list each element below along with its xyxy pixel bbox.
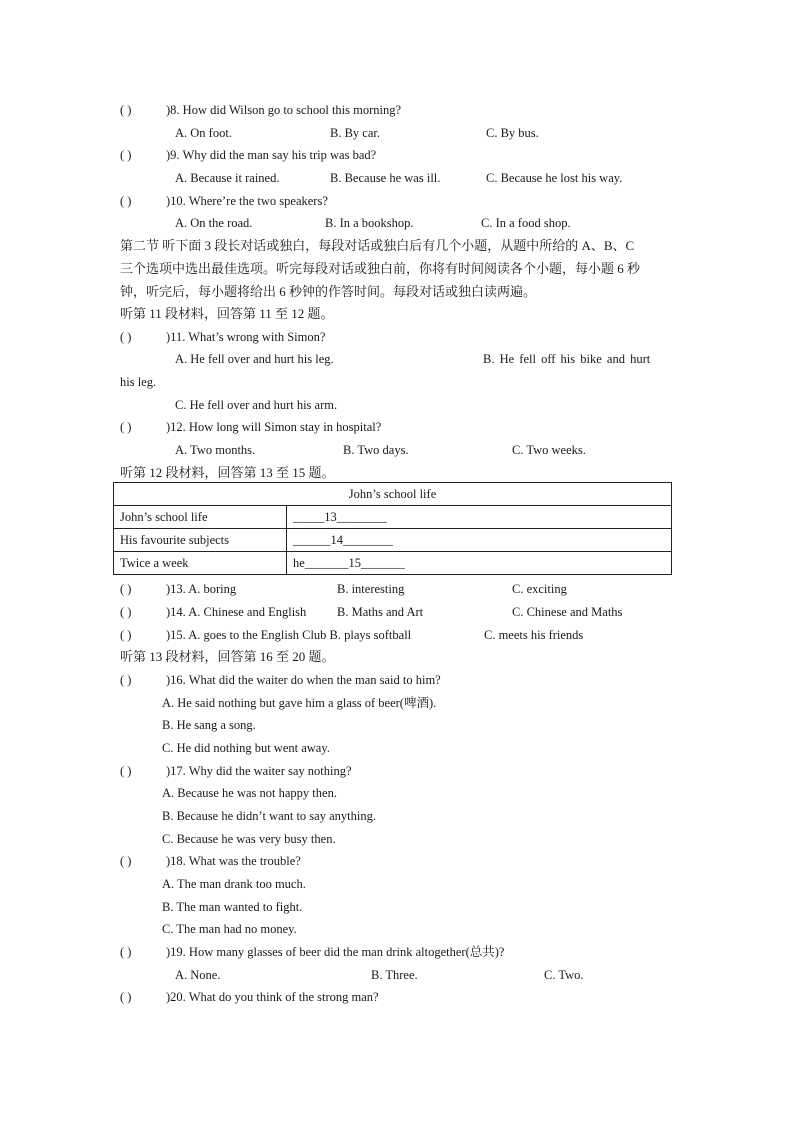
option: C. By bus. [486,126,539,140]
question-text: A. goes to the English Club B. plays softball [188,628,412,642]
option: C. Because he was very busy then. [162,832,336,846]
question-10: ( ) )10. Where’re the two speakers? [120,194,328,208]
question-number: 15 [170,628,183,642]
answer-paren: ( ) [120,764,132,778]
question-text: What do you think of the strong man? [188,990,379,1004]
school-life-table [113,482,672,575]
section-instructions-line2: 三个选项中选出最佳选项。听完每段对话或独白前，你将有时间阅读各个小题，每小题 6 秒 [120,261,641,276]
option: B. Three. [371,968,418,982]
option: A. Because it rained. [175,171,280,185]
answer-paren: ( ) [120,420,132,434]
table-row-blank: _____13________ [287,506,672,529]
option: B. Two days. [343,443,409,457]
answer-paren: ( ) [120,194,132,208]
answer-paren: ( ) [120,990,132,1004]
question-text: Why did the waiter say nothing? [188,764,352,778]
answer-paren: ( ) [120,582,132,596]
option: C. Two. [544,968,584,982]
option: A. He said nothing but gave him a glass of beer(啤酒). [162,696,437,710]
option: A. He fell over and hurt his leg. [175,352,334,366]
question-number: 8 [170,103,177,117]
question-number: 17 [170,764,183,778]
answer-paren: ( ) [120,854,132,868]
answer-paren: ( ) [120,605,132,619]
question-number: 10 [170,194,183,208]
option: C. In a food shop. [481,216,571,230]
question-12: ( ) )12. How long will Simon stay in hospital? [120,420,382,434]
question-16: ( ) )16. What did the waiter do when the man said to him? [120,673,441,687]
question-text: How many glasses of beer did the man drink altogether(总共)? [188,945,505,959]
answer-paren: ( ) [120,945,132,959]
question-8: ( ) )8. How did Wilson go to school this morning? [120,103,402,117]
option: B. He sang a song. [162,718,256,732]
table-row-label: His favourite subjects [114,529,287,552]
option: A. Because he was not happy then. [162,786,337,800]
question-15: ( ) )15. A. goes to the English Club B. plays softball [120,628,412,642]
option: B. interesting [337,582,405,596]
option: B. The man wanted to fight. [162,900,303,914]
question-text: What’s wrong with Simon? [188,330,326,344]
question-20: ( ) )20. What do you think of the strong man? [120,990,379,1004]
question-text: A. Chinese and English [188,605,307,619]
answer-paren: ( ) [120,330,132,344]
question-11: ( ) )11. What’s wrong with Simon? [120,330,326,344]
answer-paren: ( ) [120,673,132,687]
question-text: A. boring [188,582,237,596]
table-row [114,529,672,552]
table-row [114,552,672,575]
table-row-blank: ______14________ [287,529,672,552]
question-17: ( ) )17. Why did the waiter say nothing? [120,764,352,778]
option: A. On foot. [175,126,232,140]
answer-paren: ( ) [120,148,132,162]
question-18: ( ) )18. What was the trouble? [120,854,301,868]
table-header-row [114,483,672,506]
question-text: Where’re the two speakers? [188,194,328,208]
question-text: How did Wilson go to school this morning? [182,103,402,117]
answer-paren: ( ) [120,628,132,642]
option: C. meets his friends [484,628,584,642]
question-number: 9 [170,148,177,162]
question-number: 12 [170,420,183,434]
question-number: 14 [170,605,183,619]
question-19: ( ) )19. How many glasses of beer did the man drink altogether(总共)? [120,945,505,959]
option-continued: his leg. [120,375,157,389]
question-text: What was the trouble? [188,854,301,868]
question-text: What did the waiter do when the man said to him? [188,673,441,687]
question-text: How long will Simon stay in hospital? [188,420,382,434]
option: A. The man drank too much. [162,877,306,891]
answer-paren: ( ) [120,103,132,117]
table-row [114,506,672,529]
option: C. The man had no money. [162,922,297,936]
question-number: 19 [170,945,183,959]
option: C. Chinese and Maths [512,605,623,619]
section-instructions-line1: 第二节 听下面 3 段长对话或独白，每段对话或独白后有几个小题，从题中所给的 A、B、C [120,238,635,253]
option: A. On the road. [175,216,253,230]
question-number: 20 [170,990,183,1004]
question-13: ( ) )13. A. boring [120,582,237,596]
question-text: Why did the man say his trip was bad? [182,148,377,162]
material-13-instruction: 听第 13 段材料，回答第 16 至 20 题。 [120,649,335,664]
material-11-instruction: 听第 11 段材料，回答第 11 至 12 题。 [120,306,334,321]
option: B. Because he was ill. [330,171,441,185]
option: C. exciting [512,582,567,596]
option: B. Because he didn’t want to say anything. [162,809,376,823]
option: A. Two months. [175,443,256,457]
question-14: ( ) )14. A. Chinese and English [120,605,307,619]
question-number: 18 [170,854,183,868]
table-row-blank: he_______15_______ [287,552,672,575]
table-title: John’s school life [114,483,672,506]
question-number: 13 [170,582,183,596]
option: C. He fell over and hurt his arm. [175,398,338,412]
option: B. Maths and Art [337,605,424,619]
option: B. He fell off his bike and hurt [483,352,651,366]
question-9: ( ) )9. Why did the man say his trip was bad? [120,148,377,162]
option: C. Because he lost his way. [486,171,623,185]
question-number: 16 [170,673,183,687]
option: C. Two weeks. [512,443,586,457]
section-instructions-line3: 钟，听完后，每小题将给出 6 秒钟的作答时间。每段对话或独白读两遍。 [120,284,537,299]
table-row-label: John’s school life [114,506,287,529]
option: B. By car. [330,126,380,140]
option: C. He did nothing but went away. [162,741,330,755]
option: B. In a bookshop. [325,216,414,230]
option: A. None. [175,968,221,982]
material-12-instruction: 听第 12 段材料，回答第 13 至 15 题。 [120,465,335,480]
question-number: 11 [170,330,183,344]
table-row-label: Twice a week [114,552,287,575]
